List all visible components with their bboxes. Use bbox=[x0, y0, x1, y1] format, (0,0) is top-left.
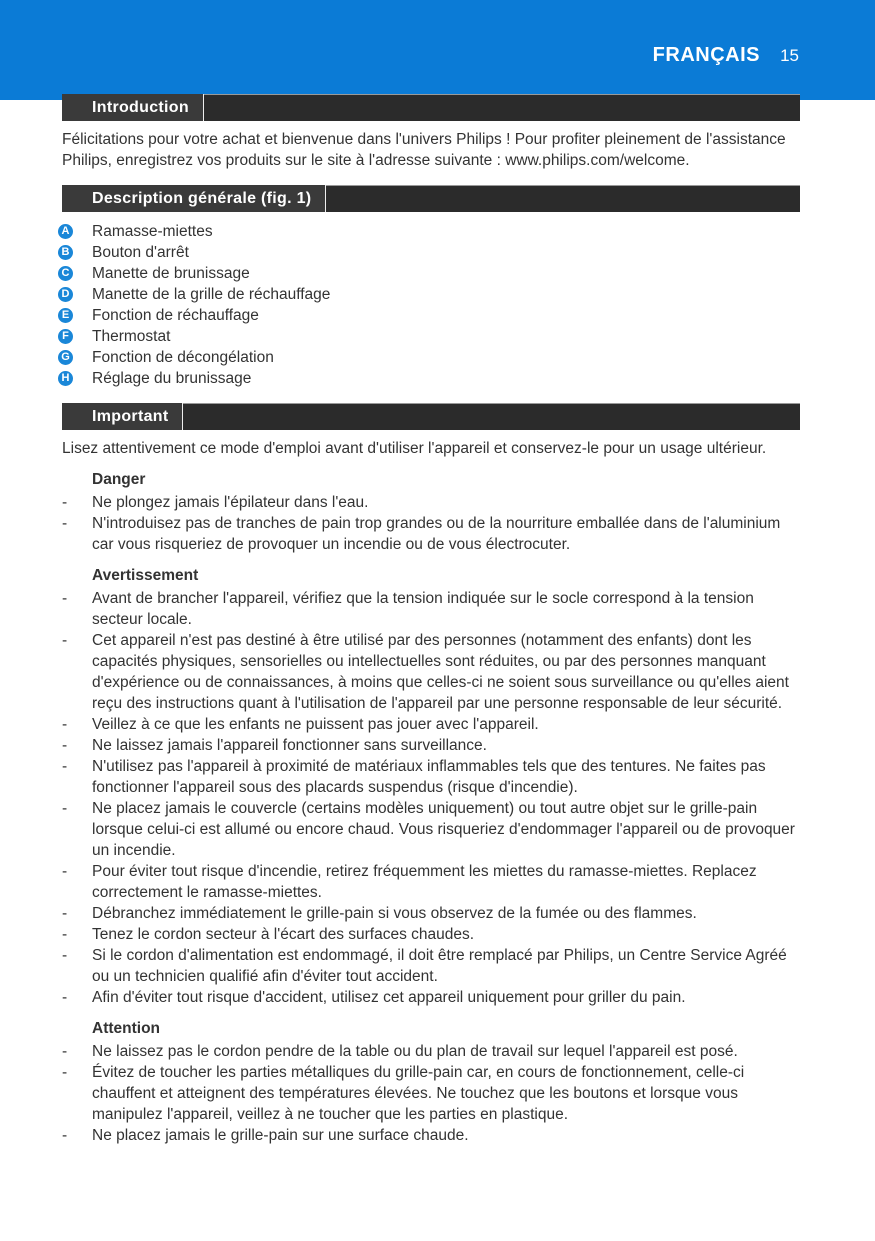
letter-badge-icon: H bbox=[58, 371, 73, 386]
warning-item: - Cet appareil n'est pas destiné à être utilisé par des personnes (notamment des enfants) dont les capacités physiques, sensorielles ou intellectuelles sont réduites, ou par des personnes manquant d'expérience ou de connaissances, à moins que celles-ci ne soient sous surveillance ou qu'elles aient reçu des instructions quant à l'utilisation de l'appareil par une personne responsable de leur sécurité. bbox=[62, 632, 789, 712]
warning-item: - Avant de brancher l'appareil, vérifiez que la tension indiquée sur le socle correspond à la tension secteur locale. bbox=[62, 590, 754, 628]
section-title-description: Description générale (fig. 1) bbox=[62, 185, 326, 212]
warning-item: - N'utilisez pas l'appareil à proximité de matériaux inflammables tels que des tentures. Ne faites pas fonctionner l'appareil sous des placards suspendus (risque d'incendie). bbox=[62, 758, 766, 796]
letter-badge-icon: A bbox=[58, 224, 73, 239]
section-header-introduction bbox=[62, 94, 800, 121]
part-label: Thermostat bbox=[92, 328, 171, 345]
item-text: Cet appareil n'est pas destiné à être utilisé par des personnes (notamment des enfants) dont les capacités physiques, sensorielles ou intellectuelles sont réduites, ou par des personnes manquant d'expérience ou de connaissances, à moins que celles-ci ne soient sous surveillance ou qu'elles aient reçu des instructions quant à l'utilisation de l'appareil par une personne responsable de leur sécurité. bbox=[92, 632, 789, 712]
part-label: Manette de brunissage bbox=[92, 265, 250, 282]
letter-badge-icon: F bbox=[58, 329, 73, 344]
warning-item: - Veillez à ce que les enfants ne puissent pas jouer avec l'appareil. bbox=[62, 716, 539, 733]
item-text: Ne placez jamais le grille-pain sur une surface chaude. bbox=[92, 1127, 469, 1144]
letter-badge-icon: C bbox=[58, 266, 73, 281]
danger-item: - N'introduisez pas de tranches de pain trop grandes ou de la nourriture emballée dans de l'aluminium car vous risqueriez de provoquer un incendie ou de vous électrocuter. bbox=[62, 515, 781, 553]
parts-list-item bbox=[62, 347, 800, 368]
caution-item: - Évitez de toucher les parties métalliques du grille-pain car, en cours de fonctionnement, celle-ci chauffent et atteignent des températures élevées. Ne touchez que les boutons et lorsque vous manipulez l'appareil, veillez à ne toucher que les parties en plastique. bbox=[62, 1064, 745, 1123]
parts-list-item bbox=[62, 221, 800, 242]
caution-item: - Ne laissez pas le cordon pendre de la table ou du plan de travail sur lequel l'appareil est posé. bbox=[62, 1043, 738, 1060]
parts-list-item bbox=[62, 368, 800, 389]
item-text: N'introduisez pas de tranches de pain trop grandes ou de la nourriture emballée dans de l'aluminium car vous risqueriez de provoquer un incendie ou de vous électrocuter. bbox=[92, 515, 781, 553]
part-label: Ramasse-miettes bbox=[92, 223, 213, 240]
item-text: Tenez le cordon secteur à l'écart des surfaces chaudes. bbox=[92, 926, 475, 943]
section-title-introduction: Introduction bbox=[62, 94, 204, 121]
letter-badge-icon: D bbox=[58, 287, 73, 302]
item-text: Veillez à ce que les enfants ne puissent pas jouer avec l'appareil. bbox=[92, 716, 539, 733]
item-text: Si le cordon d'alimentation est endommagé, il doit être remplacé par Philips, un Centre Service Agréé ou un technicien qualifié afin d'éviter tout accident. bbox=[92, 947, 787, 985]
introduction-text: Félicitations pour votre achat et bienvenue dans l'univers Philips ! Pour profiter pleinement de l'assistance Philips, enregistrez vos produits sur le site à l'adresse suivante : www.philips.com/welcome. bbox=[62, 131, 786, 169]
part-label: Fonction de réchauffage bbox=[92, 307, 259, 324]
important-intro: Lisez attentivement ce mode d'emploi avant d'utiliser l'appareil et conservez-le pour un usage ultérieur. bbox=[62, 440, 767, 457]
danger-heading: Danger bbox=[92, 471, 146, 488]
caution-list bbox=[62, 1041, 800, 1146]
letter-badge-icon: E bbox=[58, 308, 73, 323]
warning-heading: Avertissement bbox=[92, 567, 199, 584]
warning-item: - Tenez le cordon secteur à l'écart des surfaces chaudes. bbox=[62, 926, 475, 943]
parts-list-item bbox=[62, 263, 800, 284]
part-label: Bouton d'arrêt bbox=[92, 244, 189, 261]
parts-list-item bbox=[62, 326, 800, 347]
item-text: Ne placez jamais le couvercle (certains modèles uniquement) ou tout autre objet sur le grille-pain lorsque celui-ci est allumé ou encore chaud. Vous risqueriez d'endommager l'appareil ou de provoquer un incendie. bbox=[92, 800, 795, 859]
section-header-important bbox=[62, 403, 800, 430]
warning-item: - Afin d'éviter tout risque d'accident, utilisez cet appareil uniquement pour griller du pain. bbox=[62, 989, 686, 1006]
part-label: Réglage du brunissage bbox=[92, 370, 252, 387]
language-label: FRANÇAIS bbox=[652, 44, 760, 66]
parts-list-item bbox=[62, 284, 800, 305]
page-content bbox=[62, 94, 800, 1146]
warning-item: - Débranchez immédiatement le grille-pain si vous observez de la fumée ou des flammes. bbox=[62, 905, 697, 922]
part-label: Fonction de décongélation bbox=[92, 349, 274, 366]
warning-item: - Pour éviter tout risque d'incendie, retirez fréquemment les miettes du ramasse-miettes. Replacez correctement le ramasse-miettes. bbox=[62, 863, 757, 901]
caution-heading: Attention bbox=[92, 1020, 161, 1037]
parts-list bbox=[62, 221, 800, 389]
header-bar bbox=[0, 0, 875, 100]
caution-item: - Ne placez jamais le grille-pain sur une surface chaude. bbox=[62, 1127, 469, 1144]
page-number: 15 bbox=[780, 46, 799, 65]
item-text: Pour éviter tout risque d'incendie, retirez fréquemment les miettes du ramasse-miettes. Replacez correctement le ramasse-miettes. bbox=[92, 863, 757, 901]
parts-list-item bbox=[62, 242, 800, 263]
item-text: Ne laissez jamais l'appareil fonctionner sans surveillance. bbox=[92, 737, 487, 754]
section-header-description bbox=[62, 185, 800, 212]
item-text: Avant de brancher l'appareil, vérifiez que la tension indiquée sur le socle correspond à la tension secteur locale. bbox=[92, 590, 754, 628]
warning-item: - Ne laissez jamais l'appareil fonctionner sans surveillance. bbox=[62, 737, 487, 754]
letter-badge-icon: B bbox=[58, 245, 73, 260]
warning-item: - Si le cordon d'alimentation est endommagé, il doit être remplacé par Philips, un Centre Service Agréé ou un technicien qualifié afin d'éviter tout accident. bbox=[62, 947, 787, 985]
danger-item: - Ne plongez jamais l'épilateur dans l'eau. bbox=[62, 494, 369, 511]
letter-badge-icon: G bbox=[58, 350, 73, 365]
section-title-important: Important bbox=[62, 403, 183, 430]
part-label: Manette de la grille de réchauffage bbox=[92, 286, 331, 303]
item-text: Ne plongez jamais l'épilateur dans l'eau. bbox=[92, 494, 369, 511]
parts-list-item bbox=[62, 305, 800, 326]
item-text: Afin d'éviter tout risque d'accident, utilisez cet appareil uniquement pour griller du pain. bbox=[92, 989, 686, 1006]
warning-list bbox=[62, 588, 800, 1008]
item-text: Débranchez immédiatement le grille-pain si vous observez de la fumée ou des flammes. bbox=[92, 905, 697, 922]
item-text: Ne laissez pas le cordon pendre de la table ou du plan de travail sur lequel l'appareil est posé. bbox=[92, 1043, 738, 1060]
item-text: Évitez de toucher les parties métalliques du grille-pain car, en cours de fonctionnement, celle-ci chauffent et atteignent des températures élevées. Ne touchez que les boutons et lorsque vous manipulez l'appareil, veillez à ne toucher que les parties en plastique. bbox=[92, 1064, 745, 1123]
danger-list bbox=[62, 492, 800, 555]
item-text: N'utilisez pas l'appareil à proximité de matériaux inflammables tels que des tentures. Ne faites pas fonctionner l'appareil sous des placards suspendus (risque d'incendie). bbox=[92, 758, 766, 796]
warning-item: - Ne placez jamais le couvercle (certains modèles uniquement) ou tout autre objet sur le grille-pain lorsque celui-ci est allumé ou encore chaud. Vous risqueriez d'endommager l'appareil ou de provoquer un incendie. bbox=[62, 800, 795, 859]
